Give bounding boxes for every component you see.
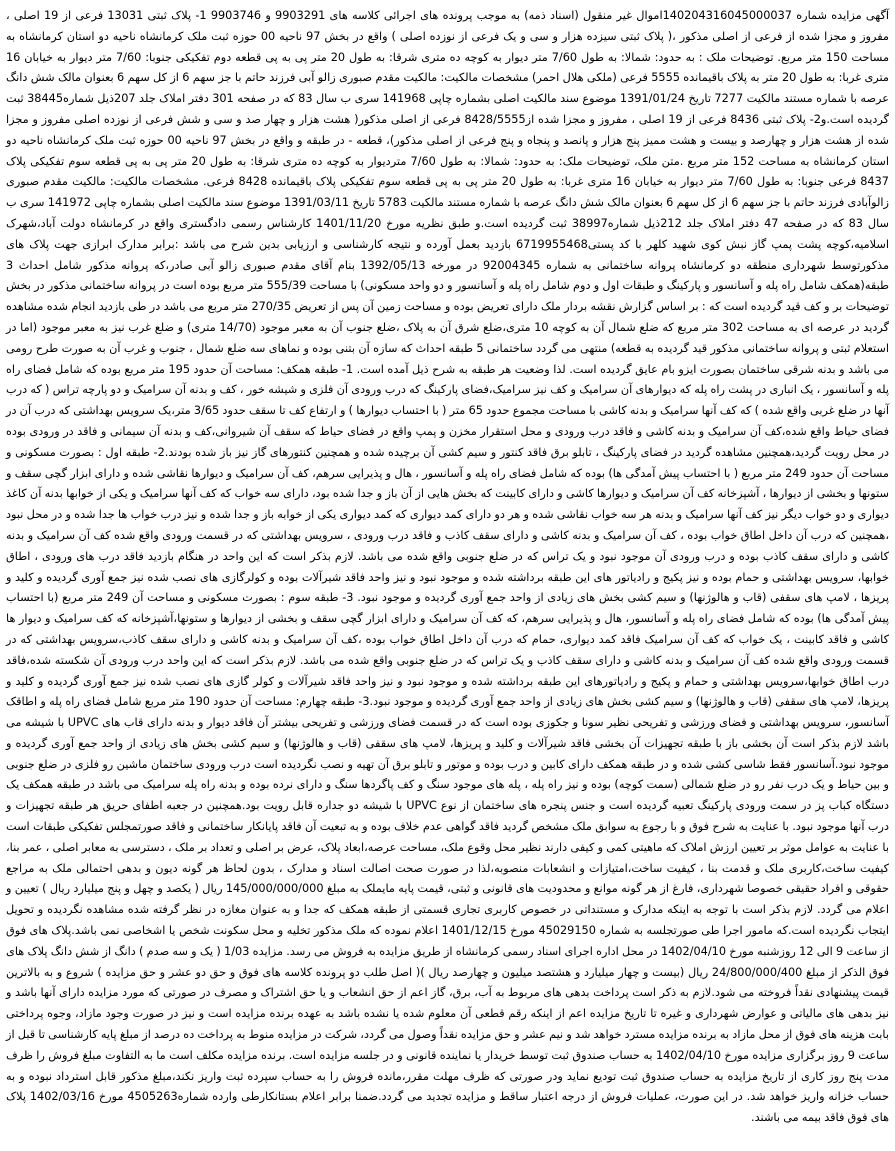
auction-notice-text: آگهی مزایده شماره 140204316045000037اموال غیر منقول (اسناد ذمه) به موجب پرونده های اجرائی کلاسه های 9903291 و 9903746 1- پلاک ثبتی 13031 فرعی از 19 اصلی ، مفروز و مجزا شده از فرعی از اصلی مذکور ،( پلاک ثبتی سیزده هزار و سی و یک فرعی از نوزده اصلی ) واقع در بخش 97 ناحیه 00 حوزه ثبت ملک کرمانشاه ناحیه دو استان کرمانشاه به مساحت 150 متر مربع. توضیحات ملک : به حدود: شمالا: به طول 7/60 متر دیوار به کوچه ده متری شرقا: به طول 20 متر پی به پی قطعه دوم تفکیکی جنوبا: 7/60 متر دیوار به خیابان 16 متری غربا: به طول 20 متر به پلاک باقیمانده 5555 فرعی (ملکی هلال احمر) مشخصات مالکیت: مالکیت مقدم صبوری زالو آبی فرزند حاتم با جز سهم 6 از کل سهم 6 بعنوان مالک شش دانگ عرصه با شماره مستند مالکیت 7277 تاریخ 1391/01/24 موضوع سند مالکیت اصلی بشماره چاپی 141968 سری ب سال 83 که در صفحه 301 دفتر املاک جلد 207ذیل شماره38445 ثبت گردیده است.و2- پلاک ثبتی 8436 فرعی از 19 اصلی ، مفروز و مجزا شده از8428/5555 فرعی از اصلی مذکور( هشت هزار و چهار صد و سی و شش فرعی از نوزده اصلی مفروز و مجزا شده از هشت هزار و چهارصد و بیست و هشت ممیز پنج هزار و پانصد و پنجاه و پنج فرعی از اصلی مذکور)، قطعه - در طبقه و واقع در بخش 97 ناحیه 00 حوزه ثبت ملک کرمانشاه ناحیه دو استان کرمانشاه به مساحت 152 متر مربع .متن ملک، توضیحات ملک: به حدود: شمالا: به طول 7/60 متردیوار به کوچه ده متری شرقا: به طول 20 متر پی به پی قطعه سوم تفکیکی پلاک 8437 فرعی جنوبا: به طول 7/60 متر دیوار به خیابان 16 متری غربا: به طول 20 متر پی به پی قطعه سوم تفکیکی پلاک باقیمانده 8428 فرعی. مشخصات مالکیت: مالکیت مقدم صبوری زالوآبادی فرزند حاتم با جز سهم 6 از کل سهم 6 بعنوان مالک شش دانگ عرصه با شماره مستند مالکیت 5783 تاریخ 1391/03/11 موضوع سند مالکیت اصلی بشماره چاپی 141972 سری ب سال 83 که در صفحه 47 دفتر املاک جلد 212ذیل شماره38997 ثبت گردیده است.و طبق نظریه مورخ 1401/11/20 کارشناس رسمی دادگستری واقع در کرمانشاه دولت آباد،شهرک اسلامیه،کوچه پشت پمپ گاز نبش کوی شهید کلهر با کد پستی6719955468 بازدید بعمل آورده و نتیجه کارشناسی و ارزیابی بدین شرح می باشد :برابر مدارک ابرازی جهت پلاک های مذکورتوسط شهرداری منطقه دو کرمانشاه پروانه ساختمانی به شماره 92004345 در مورخه 1392/05/13 بنام آقای مقدم صبوری زالو آبی صادر،که پروانه مذکور شامل احداث 3 طبقه(همکف شامل راه پله و آسانسور و پارکینگ و طبقات اول و دوم شامل راه پله و آسانسور و دو واحد مسکونی) با مساحت 555/39 متر مربع بوده است در پروانه ساختمانی مذکور در بخش توضیحات بر و کف قید گردیده است که : بر اساس گزارش نقشه بردار ملک دارای تعریض بوده و مساحت زمین آن پس از تعریض 270/35 متر مربع می باشد در طی بازدید انجام شده مشاهده گردید در عرصه ای به مساحت 302 متر مربع که ضلع شمال آن به کوچه 10 متری،ضلع شرق آن به پلاک ،ضلع جنوب آن به معبر موجود (14/70 متری) و ضلع غرب نیز به معبر موجود (اما در استعلام ثبتی و پروانه ساختمانی مذکور قید گردیده به قطعه) منتهی می گردد ساختمانی 5 طبقه احداث که سازه آن بتنی بوده و نماهای سه ضلع شمال ، جنوب و غرب آن به صورت طرح رومی می باشد و بدنه شرقی ساختمان بصورت ایزو بام عایق گردیده است. لذا وضعیت هر طبقه به شرح ذیل آمده است. 1- طبقه همکف: مساحت آن حدود 195 متر مربع بوده که شامل فضای راه پله و آسانسور ، یک انباری در پشت راه پله که دیوارهای آن سرامیک و کف نیز سرامیک،فضای پارکینگ که درب ورودی آن فلزی و شیشه خور ، کف و بدنه آن سرامیک و دو پارچه تراس ( که درب آنها در ضلع غربی واقع شده ) که کف آنها سرامیک و بدنه کاشی با مساحت مجموع حدود 65 متر ( با احتساب دیوارها ) و ارتفاع کف تا سقف حدود 3/65 متر،یک سرویس بهداشتی که درب آن در فضای حیاط واقع شده،کف آن سرامیک و بدنه کاشی و فاقد درب ورودی و محل استقرار مخزن و پمپ واقع در فضای حیاط که سقف آن شیروانی،کف و بدنه آن سیمانی و فاقد در ورودی بوده در محل رویت گردید،همچنین مشاهده گردید در فضای پارکینگ ، تابلو برق فاقد کنتور و سیم کشی آن برچیده شده و همچنین کنتورهای گاز نیز باز شده بودند.2- طبقه اول : بصورت مسکونی و مساحت آن حدود 249 متر مربع ( با احتساب پیش آمدگی ها) بوده که شامل فضای راه پله و آسانسور ، هال و پذیرایی سرهم، کف آن سرامیک و دیوارها نقاشی شده و دارای ابزار گچی سقف و ستونها و بخشی از دیوارها ، آشپزخانه کف آن سرامیک و دیوارها کاشی و دارای کابینت که بخش هایی از آن باز و جدا شده بود، دارای سه خواب که کف آنها سرامیک و یکی از خوابها بدنه آن کاغذ دیواری و دو خواب دیگر نیز کف آنها سرامیک و بدنه هر سه خواب نقاشی شده و هر دو دارای کمد دیواری که کمد دیواری یکی از خوابه باز و جدا شده و نیز درب خواب ها جدا شده و در محل نبود ،همچنین که درب آن داخل اطاق خواب بوده ، کف آن سرامیک و بدنه کاشی و دارای سقف کاذب و فاقد درب ورودی ، سرویس بهداشتی که در قسمت ورودی واقع شده کف آن سرامیک و بدنه کاشی و دارای سقف کاذب بوده و درب ورودی آن موجود نبود و یک تراس که در ضلع جنوبی واقع شده می باشد. لازم بذکر است که این واحد در هنگام بازدید فاقد درب های ورودی ، اطاق خوابها، سرویس بهداشتی و حمام بوده و نیز پکیج و رادیاتور های این طبقه برداشته شده و موجود نبود و نیز واحد فاقد شیرآلات بوده و کولرگازی های نصب شده نیز جمع آوری گردیده و کلید و پریزها ، لامپ های سقفی (قاب و هالوژنها) و سیم کشی بخش های زیادی از واحد جمع آوری گردیده و موجود نبود. 3- طبقه سوم : بصورت مسکونی و مساحت آن 249 متر مربع (با احتساب پیش آمدگی ها) بوده که شامل فضای راه پله و آسانسور، هال و پذیرایی سرهم، که کف آن سرامیک و دارای ابزار گچی سقف و بخشی از دیوارها و ستونها،آشپزخانه که کف سرامیک و دیوار ها کاشی و فاقد کابینت ، یک خواب که کف آن سرامیک فاقد کمد دیواری، حمام که درب آن داخل اطاق خواب بوده ،کف آن سرامیک و بدنه کاشی و دارای سقف کاذب،سرویس بهداشتی که در قسمت ورودی واقع شده کف آن سرامیک و بدنه کاشی و دارای سقف کاذب و یک تراس که در ضلع جنوبی واقع شده می باشد. لازم بذکر است که این واحد درب ورودی آن شکسته شده،فاقد درب اطاق خوابها،سرویس بهداشتی و حمام و پکیج و رادیاتورهای این طبقه برداشته شده و موجود نبود و نیز واحد فاقد شیرآلات و کولر گازی های نصب شده نیز جمع آوری گردیده و کلید و پریزها، لامپ های سقفی (قاب و هالوژنها) و سیم کشی بخش های زیادی از واحد جمع آوری گردیده و موجود نبود.3- طبقه چهارم: مساحت آن حدود 190 متر مربع شامل فضای راه پله و اطاقک آسانسور، سرویس بهداشتی و فضای ورزشی و تفریحی نظیر سونا و جکوزی بوده است که در قسمت فضای ورزشی و تفریحی بیشتر آن فاقد دیوار و بدنه دارای قاب های UPVC با شیشه می باشد لازم بذکر است آن بخشی باز با طبقه تجهیزات آن بخشی فاقد شیرآلات و کلید و پریزها، لامپ های سقفی (قاب و هالوژنها) و سیم کشی بخش های زیادی از واحد جمع آوری گردیده و موجود نبود.آسانسور فقط شاسی کشی شده و در طبقه همکف دارای کابین و درب بوده و موتور و تابلو برق آن تهیه و نصب نگردیده است درب ورودی ساختمان ماشین رو فلزی در ضلع جنوبی و بین حیاط و یک درب نفر رو در ضلع شمالی (سمت کوچه) بوده و نیز راه پله ، پله های موجود سنگ و کف پاگردها سنگ و دارای نرده بوده و بدنه راه پله سرامیک می باشد در طبقه همکف یک دستگاه کباب پز در سمت ورودی پارکینگ تعبیه گردیده است و جنس پنجره های ساختمان از نوع UPVC با شیشه دو جداره قابل رویت بود.همچنین در جعبه اطفای حریق هر طبقه تجهیزات و درب آنها موجود نبود. با عنایت به شرح فوق و با رجوع به سوابق ملک مشخص گردید فاقد گواهی عدم خلاف بوده و به تبعیت آن فاقد پایانکار ساختمانی و فاقد صورتمجلس تفکیکی طبقات است با عنایت به عوامل موثر بر تعیین ارزش املاک که ماهیتی کمی و کیفی دارند نظیر محل وقوع ملک، مساحت عرصه،ابعاد پلاک، عرض بر اصلی و تعداد بر ملک ، دسترسی به معابر اصلی ، عمر بنا، کیفیت ساخت،کاربری ملک و قدمت بنا ، کیفیت ساخت،امتیازات و انشعابات منصوبه،لذا در صورت صحت اصالت اسناد و مدارک ، بدون لحاظ هر گونه دیون و بدهی احتمالی ملک به مراجع حقوقی و افراد حقیقی خصوصا شهرداری، فارغ از هر گونه موانع و محدودیت های قانونی و ثبتی، قیمت پایه مایملک به مبلغ 145/000/000/000 ریال ( یکصد و چهل و پنج میلیارد ریال ) تعیین و اعلام می گردد. لازم بذکر است با توجه به اینکه مدارک و مستنداتی در خصوص کاربری تجاری قسمتی از طبقه همکف که جدا و به عنوان مغازه در نظر گرفته شده مشاهده نگردیده و تحویل ایتجاب نگردیده است.که مامور اجرا طی صورتجلسه به شماره 45029150 مورخ 1401/12/15 اعلام نموده که ملک مذکور تخلیه و محل سکونت شخص یا اشخاصی نمی باشد.پلاک های فوق از ساعت 9 الی 12 روزشنبه مورخ 1402/04/10 در محل اداره اجرای اسناد رسمی کرمانشاه از طریق مزایده به فروش می رسد. مزایده 1/03 ( یک و سه صدم ) دانگ از شش دانگ پلاک های فوق الذکر از مبلغ 24/800/000/400 ریال (بیست و چهار میلیارد و هشتصد میلیون و چهارصد ریال )( اصل طلب دو پرونده کلاسه های فوق و حق دو عشر و حق مزایده ) شروع و به بالاترین قیمت پیشنهادی نقداً فروخته می شود.لازم به ذکر است پرداخت بدهی های مربوط به آب، برق، گاز اعم از حق انشعاب و یا حق اشتراک و مصرف در صورتی که مورد مزایده دارای آنها باشد و نیز بدهی های مالیاتی و عوارض شهرداری و غیره تا تاریخ مزایده اعم از اینکه رقم قطعی آن معلوم شده یا نشده باشد به عهده برنده مزایده است و نیز در صورت وجود مازاد، وجوه پرداختی بابت هزینه های فوق از محل مازاد به برنده مزایده مسترد خواهد شد و نیم عشر و حق مزایده نقداً وصول می گردد، شرکت در مزایده منوط به پرداخت ده درصد از مبلغ پایه کارشناسی تا قبل از ساعت 9 روز برگزاری مزایده مورخ 1402/04/10 به حساب صندوق ثبت توسط خریدار یا نماینده قانونی و در جلسه مزایده است. برنده مزایده مکلف است ما به التفاوت مبلغ فروش را ظرف مدت پنج روز کاری از تاریخ مزایده به حساب صندوق ثبت تودیع نماید ودر صورتی که ظرف مهلت مقرر،مانده فروش را به حساب سپرده ثبت واریز نکند،مبلغ مذکور قابل استرداد نبوده و به حساب خزانه واریز خواهد شد. در این صورت، عملیات فروش از درجه اعتبار ساقط و مزایده تجدید می گردد.ضمنا برابر اعلام بستانکارطی وارده شماره4505263 مورخ 1402/03/16 پلاک های فوق فاقد بیمه می باشند. (6, 9, 890, 1125)
